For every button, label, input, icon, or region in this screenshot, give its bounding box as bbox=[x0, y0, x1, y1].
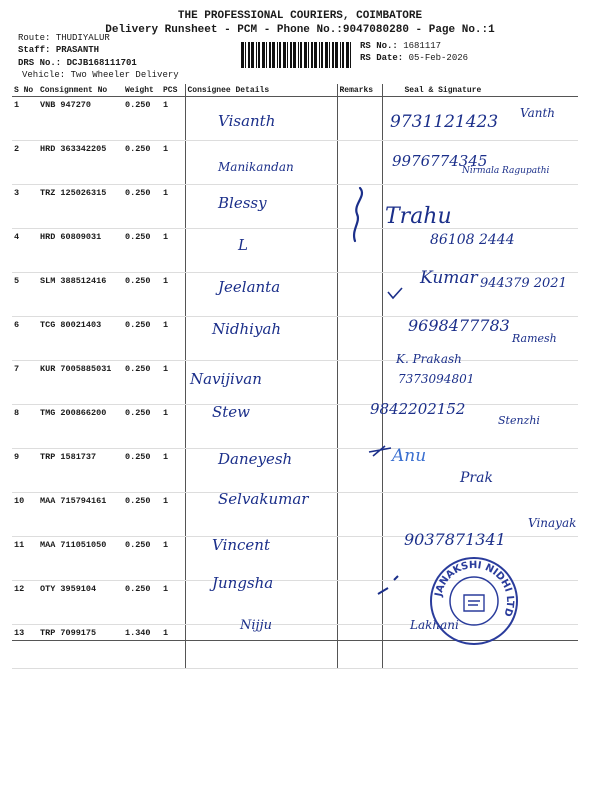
staff-label: Staff: bbox=[18, 45, 51, 55]
table-row bbox=[12, 361, 578, 405]
row-weight: 0.250 bbox=[123, 581, 161, 625]
row-sno: 2 bbox=[12, 141, 38, 185]
table-row bbox=[12, 141, 578, 185]
row-sno: 4 bbox=[12, 229, 38, 273]
row-pcs: 1 bbox=[161, 141, 185, 185]
row-consignment-no: KUR 7005885031 bbox=[38, 361, 123, 405]
row-remarks-cell bbox=[337, 141, 382, 185]
vehicle-line bbox=[22, 70, 179, 80]
signature-13: Lakhani bbox=[410, 618, 459, 632]
drs-line bbox=[18, 58, 137, 68]
consignee-handwriting-3: Blessy bbox=[218, 194, 267, 212]
mark-icon bbox=[372, 572, 408, 602]
row-consignment-no: TCG 80021403 bbox=[38, 317, 123, 361]
row-weight: 0.250 bbox=[123, 493, 161, 537]
row-sno: 3 bbox=[12, 185, 38, 229]
row-consignment-no: MAA 715794161 bbox=[38, 493, 123, 537]
row-pcs: 1 bbox=[161, 537, 185, 581]
phone-handwriting-11: 9037871341 bbox=[404, 530, 506, 549]
phone-handwriting-2: 9976774345 bbox=[392, 152, 488, 170]
row-consignee-cell bbox=[185, 405, 337, 449]
phone-handwriting-7: 7373094801 bbox=[398, 372, 475, 386]
row-pcs: 1 bbox=[161, 97, 185, 141]
signature-1: Vanth bbox=[520, 106, 555, 120]
col-consignee: Consignee Details bbox=[185, 84, 337, 97]
row-weight: 0.250 bbox=[123, 405, 161, 449]
row-consignment-no: SLM 388512416 bbox=[38, 273, 123, 317]
consignee-handwriting-1: Visanth bbox=[218, 112, 276, 130]
staff-line bbox=[18, 45, 99, 55]
table-row bbox=[12, 185, 578, 229]
rs-date-label: RS Date: bbox=[360, 53, 404, 63]
row-consignment-no: OTY 3959104 bbox=[38, 581, 123, 625]
runsheet-title: Delivery Runsheet - PCM - Phone No.:9047080280 - Page No.:1 bbox=[105, 24, 495, 36]
consignee-handwriting-8: Stew bbox=[212, 403, 251, 421]
row-weight: 0.250 bbox=[123, 317, 161, 361]
row-weight: 1.340 bbox=[123, 625, 161, 669]
rs-no-line bbox=[360, 41, 441, 51]
vehicle-value: Two Wheeler Delivery bbox=[70, 70, 179, 80]
company-stamp-icon bbox=[428, 555, 520, 647]
signature-5: Kumar bbox=[420, 268, 478, 288]
row-weight: 0.250 bbox=[123, 141, 161, 185]
col-weight: Weight bbox=[123, 84, 161, 97]
table-row bbox=[12, 449, 578, 493]
consignee-handwriting-13: Nijju bbox=[240, 618, 272, 633]
rs-no-label: RS No.: bbox=[360, 41, 398, 51]
row-remarks-cell bbox=[337, 625, 382, 669]
col-consignment: Consignment No bbox=[38, 84, 123, 97]
signature-9: Anu bbox=[392, 446, 427, 466]
row-sno: 13 bbox=[12, 625, 38, 669]
row-weight: 0.250 bbox=[123, 97, 161, 141]
company-title: THE PROFESSIONAL COURIERS, COIMBATORE bbox=[177, 10, 423, 22]
row-remarks-cell bbox=[337, 273, 382, 317]
signature-10: Prak bbox=[460, 470, 493, 486]
row-remarks-cell bbox=[337, 493, 382, 537]
row-consignment-no: MAA 711051050 bbox=[38, 537, 123, 581]
row-pcs: 1 bbox=[161, 493, 185, 537]
consignee-handwriting-2: Manikandan bbox=[218, 160, 294, 174]
drs-label: DRS No.: bbox=[18, 58, 62, 68]
consignee-handwriting-7: Navijivan bbox=[190, 370, 262, 388]
row-pcs: 1 bbox=[161, 449, 185, 493]
row-sno: 9 bbox=[12, 449, 38, 493]
row-pcs: 1 bbox=[161, 361, 185, 405]
row-sno: 7 bbox=[12, 361, 38, 405]
row-pcs: 1 bbox=[161, 273, 185, 317]
row-weight: 0.250 bbox=[123, 185, 161, 229]
consignee-handwriting-10: Selvakumar bbox=[218, 490, 309, 508]
row-pcs: 1 bbox=[161, 229, 185, 273]
rs-date-value: 05-Feb-2026 bbox=[408, 53, 469, 63]
rs-date-line bbox=[360, 53, 468, 63]
row-consignment-no: HRD 60809031 bbox=[38, 229, 123, 273]
row-pcs: 1 bbox=[161, 581, 185, 625]
signature-6: Ramesh bbox=[512, 332, 557, 345]
row-weight: 0.250 bbox=[123, 449, 161, 493]
row-pcs: 1 bbox=[161, 405, 185, 449]
row-pcs: 1 bbox=[161, 317, 185, 361]
col-sno: S No bbox=[12, 84, 38, 97]
route-line bbox=[18, 33, 110, 43]
table-row bbox=[12, 405, 578, 449]
row-sno: 1 bbox=[12, 97, 38, 141]
phone-handwriting-5: 944379 2021 bbox=[480, 276, 567, 291]
tick-mark-icon bbox=[385, 284, 405, 304]
row-consignment-no: HRD 363342205 bbox=[38, 141, 123, 185]
consignee-handwriting-6: Nidhiyah bbox=[212, 320, 282, 338]
row-sno: 11 bbox=[12, 537, 38, 581]
rs-no-value: 1681117 bbox=[403, 41, 442, 51]
barcode bbox=[240, 42, 355, 68]
consignee-handwriting-4: L bbox=[238, 236, 248, 254]
consignee-handwriting-5: Jeelanta bbox=[218, 278, 281, 296]
row-remarks-cell bbox=[337, 361, 382, 405]
row-sno: 10 bbox=[12, 493, 38, 537]
row-consignment-no: TRP 7099175 bbox=[38, 625, 123, 669]
signature-2: Nirmala Ragupathi bbox=[462, 166, 550, 176]
row-weight: 0.250 bbox=[123, 361, 161, 405]
row-weight: 0.250 bbox=[123, 537, 161, 581]
row-consignment-no: TRZ 125026315 bbox=[38, 185, 123, 229]
row-weight: 0.250 bbox=[123, 273, 161, 317]
row-consignment-no: TRP 1581737 bbox=[38, 449, 123, 493]
consignee-handwriting-11: Vincent bbox=[212, 536, 270, 554]
row-pcs: 1 bbox=[161, 185, 185, 229]
table-header bbox=[12, 84, 578, 97]
row-pcs: 1 bbox=[161, 625, 185, 669]
route-label: Route: bbox=[18, 33, 51, 43]
phone-handwriting-1: 9731121423 bbox=[390, 112, 499, 132]
cross-mark-icon bbox=[365, 440, 395, 460]
signature-7: K. Prakash bbox=[396, 352, 462, 366]
route-value: THUDIYALUR bbox=[55, 33, 110, 43]
col-remarks: Remarks bbox=[337, 84, 382, 97]
row-consignee-cell bbox=[185, 229, 337, 273]
col-signature: Seal & Signature bbox=[382, 84, 578, 97]
row-remarks-cell bbox=[337, 317, 382, 361]
signature-3: Trahu bbox=[385, 204, 452, 229]
row-weight: 0.250 bbox=[123, 229, 161, 273]
signature-8: Stenzhi bbox=[498, 414, 540, 427]
phone-handwriting-8: 9842202152 bbox=[370, 400, 466, 418]
phone-handwriting-4: 86108 2444 bbox=[430, 232, 515, 248]
consignee-handwriting-9: Daneyesh bbox=[218, 450, 293, 468]
consignee-handwriting-12: Jungsha bbox=[212, 574, 274, 592]
row-sno: 6 bbox=[12, 317, 38, 361]
row-consignment-no: VNB 947270 bbox=[38, 97, 123, 141]
row-remarks-cell bbox=[337, 97, 382, 141]
row-sno: 5 bbox=[12, 273, 38, 317]
vehicle-label: Vehicle: bbox=[22, 70, 66, 80]
row-sno: 8 bbox=[12, 405, 38, 449]
signature-stroke-icon bbox=[345, 186, 375, 246]
phone-handwriting-6: 9698477783 bbox=[408, 316, 510, 335]
signature-11: Vinayak bbox=[528, 516, 577, 530]
row-consignment-no: TMG 200866200 bbox=[38, 405, 123, 449]
row-sno: 12 bbox=[12, 581, 38, 625]
staff-value: PRASANTH bbox=[55, 45, 100, 55]
drs-value: DCJB168111701 bbox=[66, 58, 137, 68]
svg-text:JANAKSHI NIDHI LTD: JANAKSHI NIDHI LTD bbox=[433, 559, 516, 618]
col-pcs: PCS bbox=[161, 84, 185, 97]
